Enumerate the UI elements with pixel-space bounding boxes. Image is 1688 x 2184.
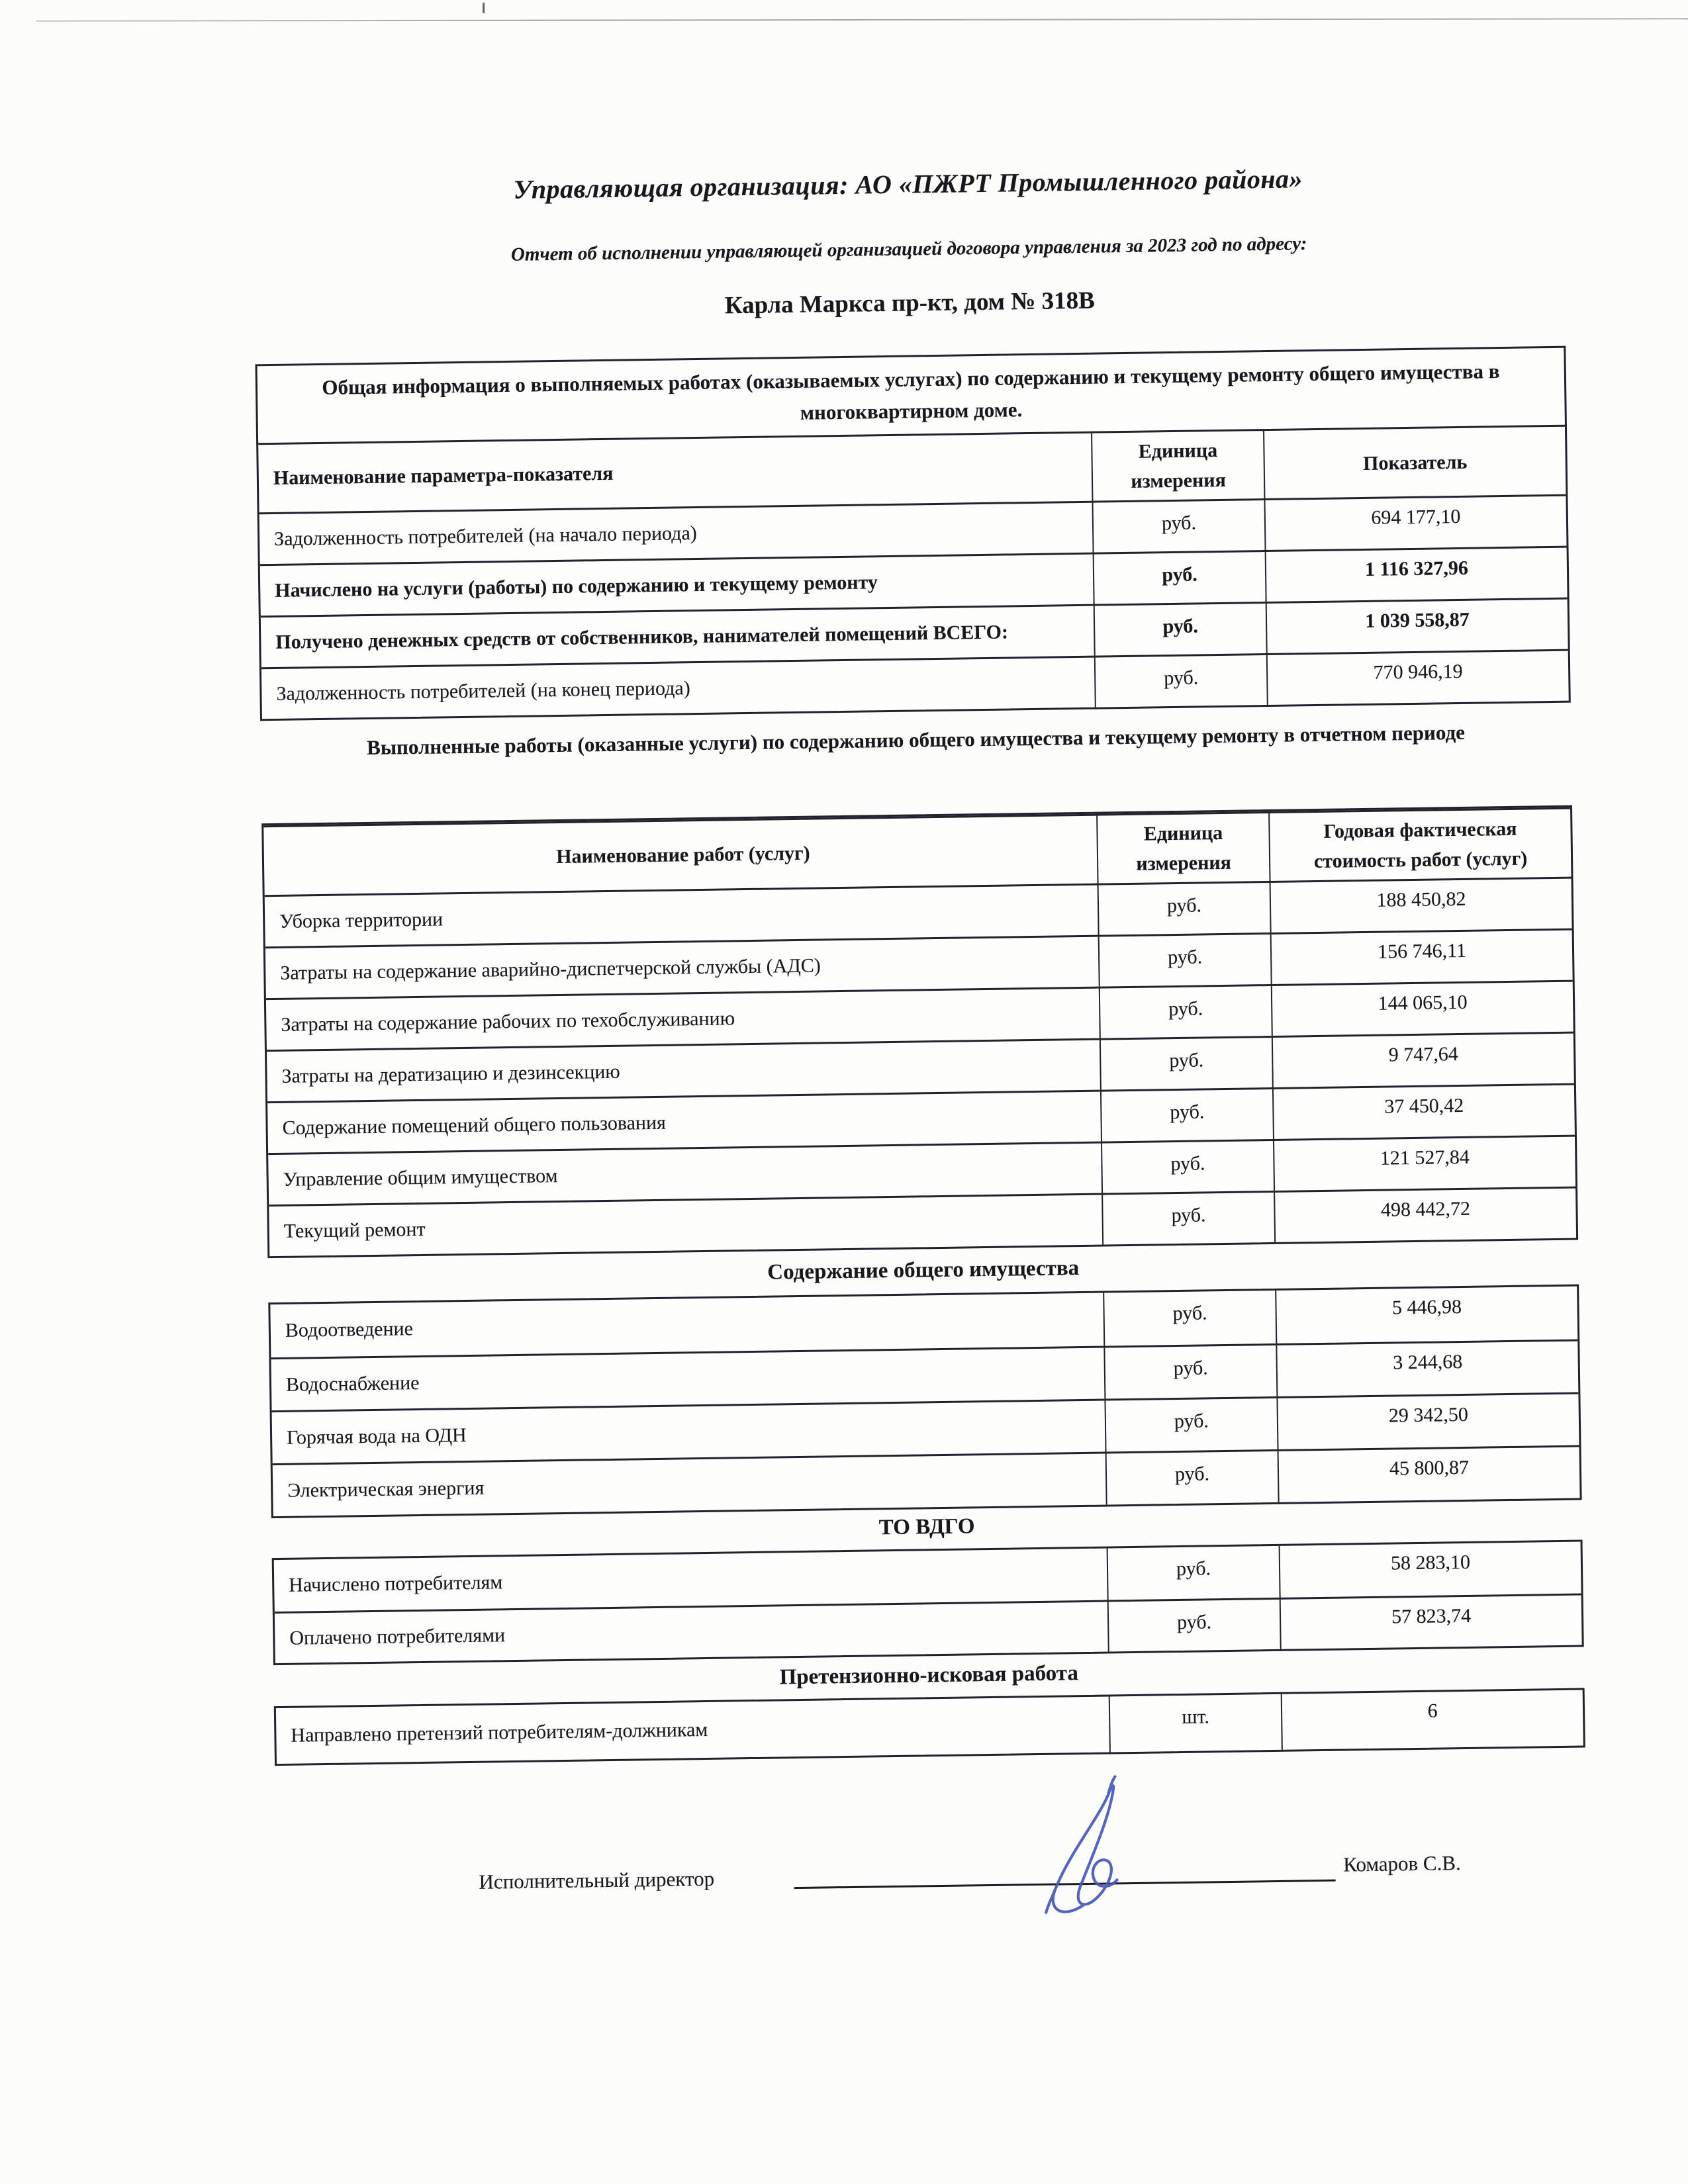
- row-unit: руб.: [1102, 1191, 1274, 1245]
- row-value: 121 527,84: [1273, 1135, 1575, 1191]
- row-unit: руб.: [1100, 1036, 1272, 1090]
- row-value: 58 283,10: [1279, 1542, 1581, 1598]
- row-label: Затраты на содержание рабочих по техобслуживанию: [266, 987, 1100, 1050]
- row-unit: руб.: [1093, 550, 1266, 604]
- section-heading-maintenance: Содержание общего имущества: [767, 1256, 1080, 1285]
- row-value: 694 177,10: [1264, 494, 1566, 550]
- row-unit: руб.: [1105, 1449, 1278, 1505]
- table-caption: Общая информация о выполняемых работах (оказываемых услугах) по содержанию и текущему ремонту общего имущества в многоквартирном доме.: [322, 359, 1500, 424]
- row-unit: руб.: [1094, 602, 1266, 656]
- works-table: [261, 805, 1578, 1259]
- document-subtitle: Отчет об исполнении управляющей организацией договора управления за 2023 год по адресу:: [510, 233, 1307, 265]
- row-label: Водоснабжение: [271, 1346, 1104, 1411]
- signature-name: Комаров С.В.: [1343, 1851, 1461, 1876]
- row-unit: руб.: [1100, 1087, 1273, 1142]
- row-value: 3 244,68: [1276, 1340, 1578, 1396]
- row-value: 770 946,19: [1266, 649, 1569, 705]
- row-value: 57 823,74: [1280, 1594, 1582, 1649]
- signature-ink: [1044, 1776, 1117, 1912]
- row-unit: руб.: [1104, 1396, 1277, 1452]
- row-unit: руб.: [1107, 1598, 1280, 1652]
- column-header-unit: Единица измерения: [1096, 811, 1269, 884]
- row-value: 156 746,11: [1270, 929, 1573, 984]
- row-value: 144 065,10: [1271, 980, 1573, 1036]
- row-value: 188 450,82: [1270, 877, 1572, 933]
- row-value: 6: [1281, 1690, 1583, 1750]
- row-label: Начислено потребителям: [289, 1571, 503, 1597]
- column-header-indicator: Показатель: [1263, 425, 1566, 498]
- row-label: Получено денежных средств от собственников, нанимателей помещений ВСЕГО:: [261, 604, 1094, 668]
- section-heading-works: Выполненные работы (оказанные услуги) по содержанию общего имущества и текущему ремонту в отчетном периоде: [366, 720, 1466, 760]
- general-info-table: [255, 346, 1570, 721]
- row-unit: руб.: [1094, 653, 1267, 707]
- column-header-name: Наименование параметра-показателя: [258, 432, 1092, 513]
- row-label: Начислено на услуги (работы) по содержанию и текущему ремонту: [260, 553, 1094, 616]
- row-label: Водоотведение: [285, 1318, 414, 1342]
- row-unit: руб.: [1101, 1139, 1274, 1193]
- section-heading-claims: Претензионно-исковая работа: [779, 1661, 1079, 1690]
- row-label: Затраты на содержание аварийно-диспетчерской службы (АДС): [265, 935, 1099, 999]
- row-unit: руб.: [1103, 1291, 1276, 1346]
- document-title: Управляющая организация: АО «ПЖРТ Промышленного района»: [513, 163, 1303, 205]
- row-label: Горячая вода на ОДН: [272, 1399, 1105, 1464]
- row-value: 498 442,72: [1274, 1187, 1576, 1242]
- signature-role-label: Исполнительный директор: [479, 1866, 715, 1893]
- handwritten-signature: [1003, 1774, 1177, 1929]
- section-heading-vdgo: ТО ВДГО: [878, 1514, 975, 1540]
- row-value: 1 116 327,96: [1265, 546, 1568, 602]
- row-unit: руб.: [1107, 1546, 1280, 1600]
- maintenance-table: [268, 1285, 1581, 1519]
- row-label: Задолженность потребителей (на начало периода): [259, 501, 1093, 565]
- row-value: 9 747,64: [1272, 1032, 1574, 1087]
- row-value: 1 039 558,87: [1266, 598, 1568, 653]
- row-unit: руб.: [1099, 984, 1272, 1038]
- row-label: Уборка территории: [265, 884, 1098, 947]
- column-header-unit: Единица измерения: [1091, 429, 1264, 501]
- column-header-name: Наименование работ (услуг): [263, 814, 1097, 895]
- row-label: Электрическая энергия: [273, 1452, 1106, 1517]
- row-label: Задолженность потребителей (на конец периода): [261, 656, 1095, 719]
- row-value: 29 342,50: [1276, 1392, 1579, 1449]
- row-label: Затраты на дератизацию и дезинсекцию: [267, 1038, 1100, 1102]
- row-unit: руб.: [1103, 1343, 1276, 1399]
- row-label: Текущий ремонт: [269, 1193, 1102, 1257]
- vdgo-table: [272, 1539, 1584, 1665]
- row-label: Содержание помещений общего пользования: [267, 1090, 1101, 1154]
- row-value: 5 446,98: [1275, 1287, 1577, 1343]
- column-header-cost: Годовая фактическая стоимость работ (услуг): [1268, 807, 1571, 881]
- row-value: 37 450,42: [1272, 1083, 1575, 1139]
- row-unit: шт.: [1109, 1694, 1282, 1752]
- claims-table: [274, 1688, 1585, 1766]
- row-unit: руб.: [1098, 881, 1270, 935]
- row-value: 45 800,87: [1278, 1445, 1580, 1502]
- row-unit: руб.: [1098, 933, 1271, 987]
- row-label: Управление общим имуществом: [268, 1142, 1102, 1205]
- row-label: Оплачено потребителями: [275, 1600, 1108, 1664]
- row-label: Направлено претензий потребителям-должникам: [291, 1719, 708, 1747]
- row-unit: руб.: [1092, 498, 1264, 553]
- document-address: Карла Маркса пр-кт, дом № 318В: [724, 287, 1096, 320]
